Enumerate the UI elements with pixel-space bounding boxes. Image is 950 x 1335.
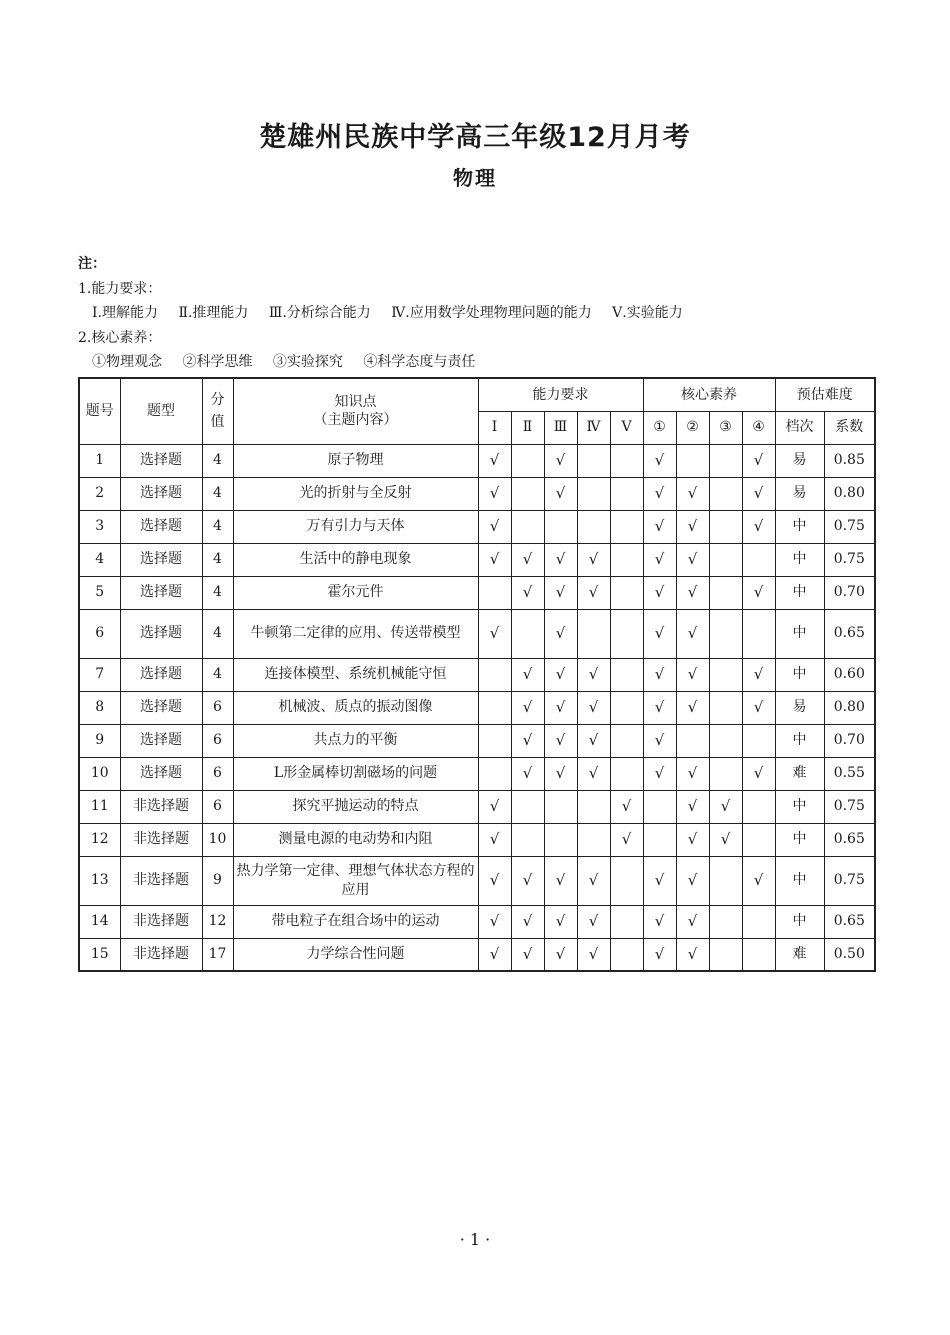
cell-num: 5 <box>79 576 120 609</box>
cell-level: 难 <box>775 757 824 790</box>
cell-coef: 0.75 <box>824 790 875 823</box>
header-literacy-3: ③ <box>709 411 742 444</box>
cell-literacy-2 <box>676 724 709 757</box>
cell-literacy-1: √ <box>643 856 676 905</box>
cell-ability-5 <box>610 905 643 938</box>
table-row <box>79 938 875 971</box>
cell-level: 中 <box>775 790 824 823</box>
cell-literacy-3 <box>709 691 742 724</box>
table-row <box>79 477 875 510</box>
cell-ability-4: √ <box>577 856 610 905</box>
cell-ability-4: √ <box>577 576 610 609</box>
cell-literacy-3 <box>709 757 742 790</box>
notes-heading: 注： <box>78 256 106 272</box>
cell-knowledge: 力学综合性问题 <box>233 938 478 971</box>
cell-ability-4: √ <box>577 543 610 576</box>
table-row <box>79 444 875 477</box>
cell-level: 中 <box>775 905 824 938</box>
cell-score: 17 <box>202 938 233 971</box>
cell-ability-3: √ <box>544 609 577 658</box>
cell-num: 13 <box>79 856 120 905</box>
cell-score: 6 <box>202 724 233 757</box>
cell-ability-5 <box>610 938 643 971</box>
cell-ability-4: √ <box>577 658 610 691</box>
header-difficulty: 预估难度 <box>775 378 875 411</box>
cell-coef: 0.50 <box>824 938 875 971</box>
header-type: 题型 <box>120 378 202 444</box>
cell-literacy-4: √ <box>742 856 775 905</box>
cell-literacy-3 <box>709 510 742 543</box>
cell-ability-1: √ <box>478 444 511 477</box>
cell-score: 10 <box>202 823 233 856</box>
literacy-2: ②科学思维 <box>182 354 253 370</box>
cell-ability-1 <box>478 576 511 609</box>
header-knowledge <box>233 378 478 444</box>
cell-knowledge: 测量电源的电动势和内阻 <box>233 823 478 856</box>
table-row <box>79 790 875 823</box>
cell-coef: 0.85 <box>824 444 875 477</box>
cell-coef: 0.75 <box>824 856 875 905</box>
table-row <box>79 543 875 576</box>
cell-literacy-3 <box>709 938 742 971</box>
cell-level: 中 <box>775 510 824 543</box>
cell-literacy-2: √ <box>676 658 709 691</box>
cell-ability-3: √ <box>544 856 577 905</box>
cell-coef: 0.75 <box>824 510 875 543</box>
cell-type: 选择题 <box>120 724 202 757</box>
cell-score: 4 <box>202 543 233 576</box>
ability-2: Ⅱ.推理能力 <box>178 305 249 321</box>
cell-literacy-1: √ <box>643 444 676 477</box>
notes-section <box>78 252 699 375</box>
cell-ability-1: √ <box>478 823 511 856</box>
table-row <box>79 724 875 757</box>
header-knowledge-main: 知识点 <box>334 394 377 411</box>
header-knowledge-sub: （主题内容） <box>313 412 398 429</box>
cell-ability-5: √ <box>610 823 643 856</box>
cell-ability-4 <box>577 510 610 543</box>
table-row <box>79 658 875 691</box>
document-title: 楚雄州民族中学高三年级12月月考 <box>259 122 691 153</box>
cell-ability-2 <box>511 477 544 510</box>
subject-title: 物理 <box>453 166 497 190</box>
cell-level: 中 <box>775 856 824 905</box>
table-row <box>79 823 875 856</box>
cell-literacy-3 <box>709 609 742 658</box>
cell-coef: 0.75 <box>824 543 875 576</box>
cell-ability-2: √ <box>511 724 544 757</box>
cell-literacy-2: √ <box>676 823 709 856</box>
cell-ability-5 <box>610 543 643 576</box>
cell-num: 15 <box>79 938 120 971</box>
cell-ability-5 <box>610 757 643 790</box>
cell-literacy-1: √ <box>643 609 676 658</box>
cell-ability-4: √ <box>577 905 610 938</box>
cell-type: 选择题 <box>120 543 202 576</box>
cell-ability-3: √ <box>544 938 577 971</box>
cell-coef: 0.60 <box>824 658 875 691</box>
cell-type: 选择题 <box>120 609 202 658</box>
cell-knowledge: 霍尔元件 <box>233 576 478 609</box>
cell-ability-1: √ <box>478 477 511 510</box>
specification-table <box>78 377 876 972</box>
literacy-list <box>78 350 699 375</box>
cell-coef: 0.80 <box>824 477 875 510</box>
cell-literacy-1: √ <box>643 477 676 510</box>
cell-literacy-1: √ <box>643 543 676 576</box>
cell-ability-3: √ <box>544 477 577 510</box>
cell-literacy-1: √ <box>643 658 676 691</box>
cell-knowledge: 机械波、质点的振动图像 <box>233 691 478 724</box>
cell-num: 11 <box>79 790 120 823</box>
header-ability-5: Ⅴ <box>610 411 643 444</box>
cell-level: 中 <box>775 823 824 856</box>
literacy-3: ③实验探究 <box>272 354 343 370</box>
cell-ability-4 <box>577 609 610 658</box>
cell-knowledge: 热力学第一定律、理想气体状态方程的应用 <box>233 856 478 905</box>
cell-ability-1: √ <box>478 790 511 823</box>
cell-coef: 0.55 <box>824 757 875 790</box>
cell-num: 1 <box>79 444 120 477</box>
cell-level: 中 <box>775 609 824 658</box>
cell-literacy-2: √ <box>676 856 709 905</box>
cell-literacy-2: √ <box>676 609 709 658</box>
cell-score: 12 <box>202 905 233 938</box>
table-row <box>79 757 875 790</box>
cell-ability-3: √ <box>544 724 577 757</box>
cell-score: 4 <box>202 658 233 691</box>
cell-ability-3: √ <box>544 444 577 477</box>
cell-ability-4 <box>577 790 610 823</box>
cell-literacy-2: √ <box>676 477 709 510</box>
cell-knowledge: 连接体模型、系统机械能守恒 <box>233 658 478 691</box>
cell-literacy-4 <box>742 724 775 757</box>
cell-ability-5: √ <box>610 790 643 823</box>
notes-item-literacy: 2.核心素养： <box>78 329 162 346</box>
table-row <box>79 609 875 658</box>
table-body <box>79 444 875 971</box>
cell-ability-3: √ <box>544 905 577 938</box>
table-row <box>79 691 875 724</box>
cell-ability-3: √ <box>544 691 577 724</box>
cell-literacy-3 <box>709 576 742 609</box>
abilities-list <box>78 301 699 326</box>
cell-literacy-1 <box>643 790 676 823</box>
ability-5: Ⅴ.实验能力 <box>612 305 683 321</box>
cell-coef: 0.65 <box>824 609 875 658</box>
cell-knowledge: 带电粒子在组合场中的运动 <box>233 905 478 938</box>
cell-ability-4: √ <box>577 691 610 724</box>
cell-literacy-1: √ <box>643 938 676 971</box>
cell-literacy-3 <box>709 856 742 905</box>
cell-literacy-3 <box>709 543 742 576</box>
cell-literacy-3 <box>709 658 742 691</box>
cell-literacy-2: √ <box>676 905 709 938</box>
cell-num: 14 <box>79 905 120 938</box>
cell-literacy-1: √ <box>643 691 676 724</box>
cell-literacy-2: √ <box>676 938 709 971</box>
cell-literacy-4: √ <box>742 658 775 691</box>
header-literacy-4: ④ <box>742 411 775 444</box>
cell-ability-5 <box>610 477 643 510</box>
cell-ability-1 <box>478 757 511 790</box>
cell-ability-3: √ <box>544 658 577 691</box>
header-ability-4: Ⅳ <box>577 411 610 444</box>
cell-num: 3 <box>79 510 120 543</box>
cell-score: 4 <box>202 444 233 477</box>
table-row <box>79 510 875 543</box>
table-row <box>79 856 875 905</box>
table-row <box>79 576 875 609</box>
cell-ability-2: √ <box>511 938 544 971</box>
cell-ability-4 <box>577 823 610 856</box>
cell-num: 4 <box>79 543 120 576</box>
cell-literacy-4: √ <box>742 757 775 790</box>
cell-type: 选择题 <box>120 510 202 543</box>
cell-literacy-2: √ <box>676 790 709 823</box>
cell-coef: 0.65 <box>824 905 875 938</box>
cell-literacy-1: √ <box>643 757 676 790</box>
cell-ability-5 <box>610 724 643 757</box>
cell-ability-2: √ <box>511 576 544 609</box>
cell-ability-1: √ <box>478 938 511 971</box>
cell-level: 中 <box>775 658 824 691</box>
cell-literacy-1: √ <box>643 576 676 609</box>
cell-knowledge: L形金属棒切割磁场的问题 <box>233 757 478 790</box>
cell-literacy-4 <box>742 823 775 856</box>
literacy-1: ①物理观念 <box>92 354 162 370</box>
cell-ability-2: √ <box>511 856 544 905</box>
cell-ability-4 <box>577 477 610 510</box>
cell-ability-2 <box>511 823 544 856</box>
cell-score: 6 <box>202 691 233 724</box>
cell-coef: 0.70 <box>824 576 875 609</box>
cell-ability-2 <box>511 790 544 823</box>
cell-type: 选择题 <box>120 477 202 510</box>
cell-ability-2: √ <box>511 757 544 790</box>
header-coef: 系数 <box>824 411 875 444</box>
cell-ability-5 <box>610 658 643 691</box>
cell-knowledge: 万有引力与天体 <box>233 510 478 543</box>
cell-num: 10 <box>79 757 120 790</box>
cell-ability-3: √ <box>544 757 577 790</box>
cell-num: 12 <box>79 823 120 856</box>
page-number: · 1 · <box>459 1230 491 1249</box>
cell-coef: 0.65 <box>824 823 875 856</box>
cell-literacy-2: √ <box>676 576 709 609</box>
cell-literacy-4 <box>742 790 775 823</box>
cell-literacy-4 <box>742 938 775 971</box>
cell-level: 难 <box>775 938 824 971</box>
cell-ability-1 <box>478 691 511 724</box>
header-score-text: 分 值 <box>210 391 225 431</box>
cell-literacy-4: √ <box>742 691 775 724</box>
cell-level: 易 <box>775 444 824 477</box>
header-ability-3: Ⅲ <box>544 411 577 444</box>
cell-ability-1: √ <box>478 856 511 905</box>
cell-literacy-3 <box>709 444 742 477</box>
cell-level: 中 <box>775 543 824 576</box>
cell-literacy-3: √ <box>709 790 742 823</box>
cell-coef: 0.70 <box>824 724 875 757</box>
cell-ability-5 <box>610 444 643 477</box>
cell-ability-1: √ <box>478 609 511 658</box>
cell-ability-5 <box>610 510 643 543</box>
cell-literacy-4: √ <box>742 444 775 477</box>
cell-literacy-3: √ <box>709 823 742 856</box>
cell-num: 2 <box>79 477 120 510</box>
cell-ability-5 <box>610 856 643 905</box>
cell-ability-3: √ <box>544 543 577 576</box>
cell-type: 选择题 <box>120 658 202 691</box>
header-literacy-1: ① <box>643 411 676 444</box>
cell-literacy-4 <box>742 609 775 658</box>
header-ability-2: Ⅱ <box>511 411 544 444</box>
cell-ability-4: √ <box>577 724 610 757</box>
cell-ability-5 <box>610 609 643 658</box>
cell-coef: 0.80 <box>824 691 875 724</box>
cell-type: 非选择题 <box>120 823 202 856</box>
ability-4: Ⅳ.应用数学处理物理问题的能力 <box>391 305 592 321</box>
header-num: 题号 <box>79 378 120 444</box>
cell-num: 8 <box>79 691 120 724</box>
cell-score: 6 <box>202 790 233 823</box>
cell-ability-3 <box>544 790 577 823</box>
cell-literacy-1: √ <box>643 724 676 757</box>
cell-ability-3 <box>544 510 577 543</box>
header-ability: 能力要求 <box>478 378 643 411</box>
cell-literacy-2 <box>676 444 709 477</box>
header-ability-1: Ⅰ <box>478 411 511 444</box>
notes-item-abilities: 1.能力要求： <box>78 280 162 297</box>
cell-knowledge: 光的折射与全反射 <box>233 477 478 510</box>
header-literacy-2: ② <box>676 411 709 444</box>
cell-score: 9 <box>202 856 233 905</box>
cell-num: 7 <box>79 658 120 691</box>
cell-literacy-4: √ <box>742 477 775 510</box>
cell-knowledge: 共点力的平衡 <box>233 724 478 757</box>
cell-ability-4: √ <box>577 757 610 790</box>
cell-literacy-1: √ <box>643 510 676 543</box>
cell-literacy-3 <box>709 905 742 938</box>
cell-ability-1: √ <box>478 905 511 938</box>
cell-literacy-4: √ <box>742 510 775 543</box>
header-literacy: 核心素养 <box>643 378 775 411</box>
cell-ability-2: √ <box>511 658 544 691</box>
cell-level: 易 <box>775 691 824 724</box>
cell-ability-5 <box>610 576 643 609</box>
cell-type: 选择题 <box>120 444 202 477</box>
ability-1: Ⅰ.理解能力 <box>92 305 158 321</box>
cell-ability-1: √ <box>478 543 511 576</box>
cell-ability-4 <box>577 444 610 477</box>
cell-ability-2 <box>511 444 544 477</box>
cell-ability-2 <box>511 609 544 658</box>
cell-ability-2: √ <box>511 691 544 724</box>
cell-knowledge: 牛顿第二定律的应用、传送带模型 <box>233 609 478 658</box>
cell-score: 6 <box>202 757 233 790</box>
cell-score: 4 <box>202 609 233 658</box>
cell-level: 中 <box>775 576 824 609</box>
cell-ability-4: √ <box>577 938 610 971</box>
cell-score: 4 <box>202 477 233 510</box>
cell-literacy-3 <box>709 477 742 510</box>
cell-knowledge: 生活中的静电现象 <box>233 543 478 576</box>
cell-level: 易 <box>775 477 824 510</box>
cell-knowledge: 探究平抛运动的特点 <box>233 790 478 823</box>
cell-ability-3 <box>544 823 577 856</box>
cell-type: 非选择题 <box>120 856 202 905</box>
header-score <box>202 378 233 444</box>
cell-score: 4 <box>202 510 233 543</box>
cell-knowledge: 原子物理 <box>233 444 478 477</box>
cell-literacy-4 <box>742 543 775 576</box>
cell-literacy-4: √ <box>742 576 775 609</box>
cell-ability-2: √ <box>511 543 544 576</box>
cell-type: 选择题 <box>120 757 202 790</box>
cell-num: 9 <box>79 724 120 757</box>
cell-literacy-4 <box>742 905 775 938</box>
cell-ability-2 <box>511 510 544 543</box>
cell-literacy-2: √ <box>676 757 709 790</box>
literacy-4: ④科学态度与责任 <box>363 354 476 370</box>
cell-type: 非选择题 <box>120 938 202 971</box>
cell-literacy-3 <box>709 724 742 757</box>
cell-type: 选择题 <box>120 576 202 609</box>
cell-literacy-2: √ <box>676 691 709 724</box>
cell-literacy-1 <box>643 823 676 856</box>
cell-ability-5 <box>610 691 643 724</box>
ability-3: Ⅲ.分析综合能力 <box>268 305 371 321</box>
cell-level: 中 <box>775 724 824 757</box>
cell-ability-3: √ <box>544 576 577 609</box>
header-level: 档次 <box>775 411 824 444</box>
table-row <box>79 905 875 938</box>
cell-literacy-2: √ <box>676 543 709 576</box>
cell-score: 4 <box>202 576 233 609</box>
cell-ability-1 <box>478 658 511 691</box>
cell-num: 6 <box>79 609 120 658</box>
cell-literacy-1: √ <box>643 905 676 938</box>
cell-type: 非选择题 <box>120 905 202 938</box>
cell-literacy-2: √ <box>676 510 709 543</box>
cell-ability-1 <box>478 724 511 757</box>
cell-ability-2: √ <box>511 905 544 938</box>
cell-type: 非选择题 <box>120 790 202 823</box>
cell-type: 选择题 <box>120 691 202 724</box>
cell-ability-1: √ <box>478 510 511 543</box>
